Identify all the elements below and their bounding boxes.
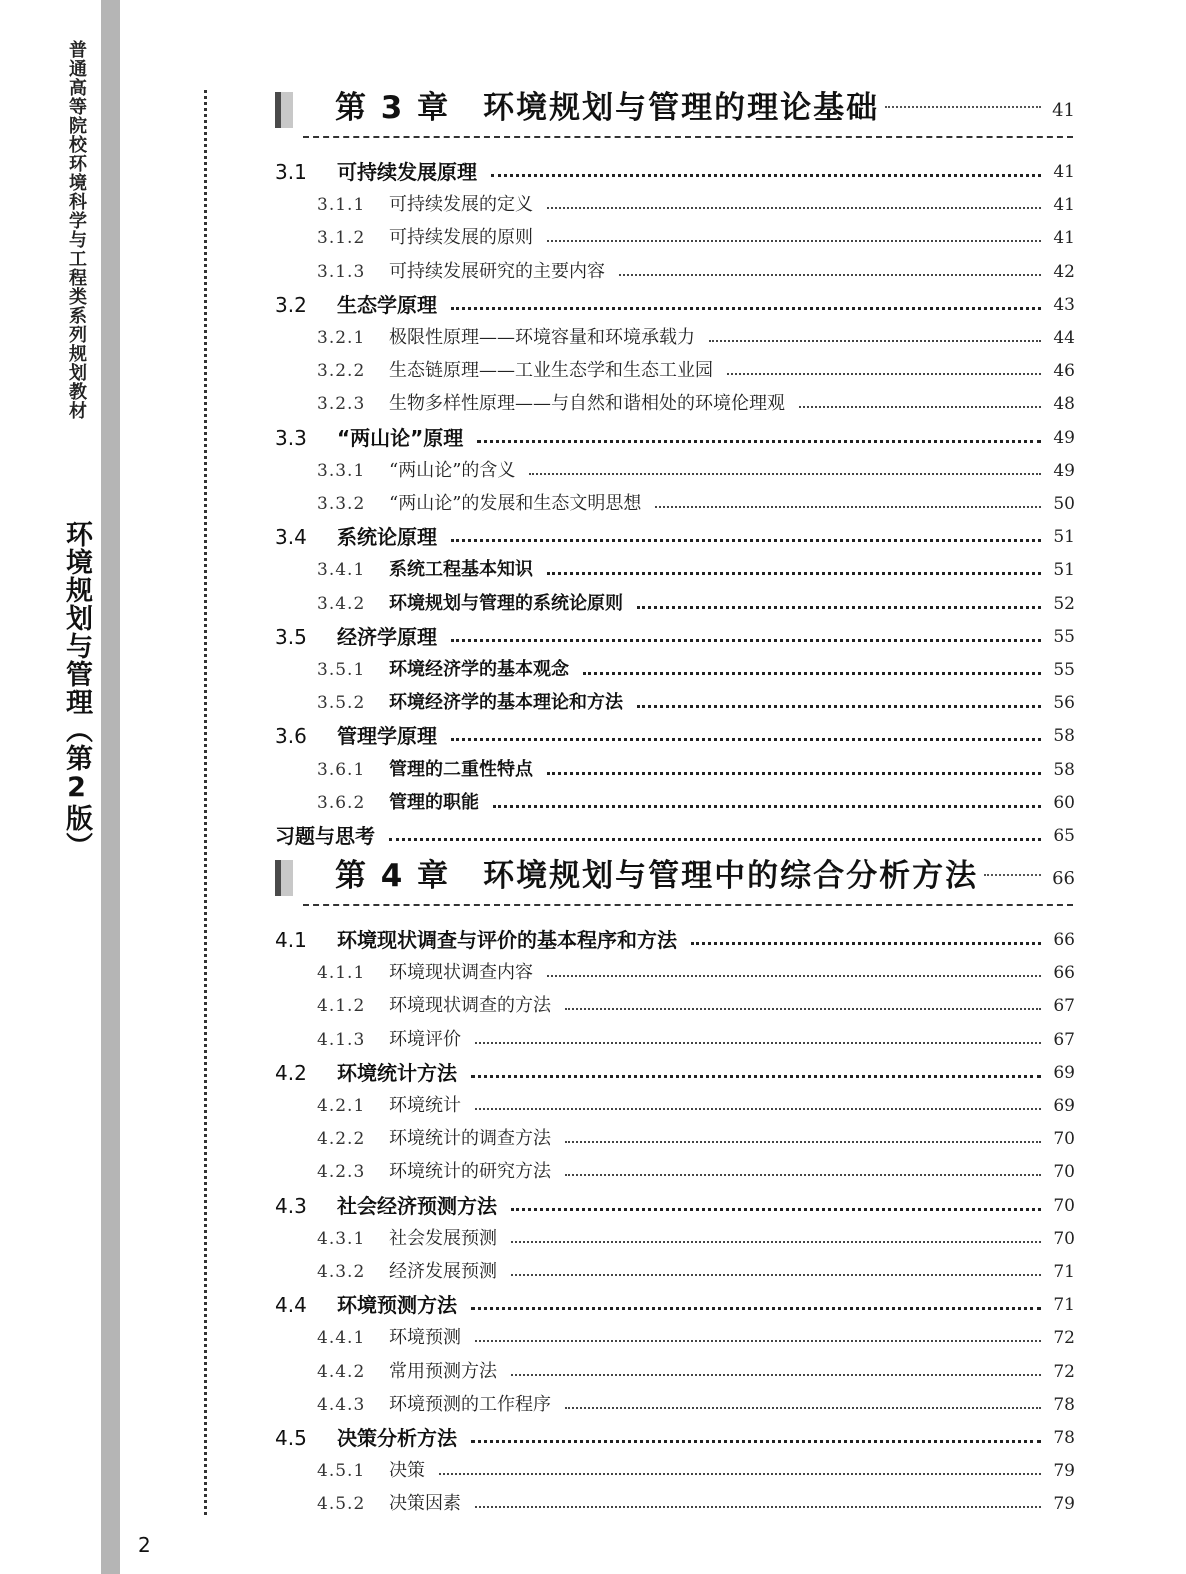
section-number: 3.5.1 (317, 660, 366, 680)
leader-dots (511, 1241, 1041, 1243)
section-number: 4.4 (275, 1293, 307, 1318)
section-number: 3.1.1 (317, 195, 366, 216)
section-page: 52 (1053, 593, 1075, 614)
section-label: 环境规划与管理的系统论原则 (389, 592, 623, 614)
section-label: 环境现状调查的方法 (389, 995, 551, 1017)
toc-subsection[interactable] (275, 455, 1075, 487)
leader-dots (475, 1108, 1041, 1110)
section-number: 3.4 (275, 525, 307, 550)
toc-subsection[interactable] (275, 588, 1075, 620)
leader-dots (637, 705, 1041, 708)
leader-dots (655, 506, 1041, 508)
section-page: 72 (1053, 1361, 1075, 1382)
chapter-title: 第 4 章 环境规划与管理中的综合分析方法 (335, 858, 979, 894)
section-number: 3.1.3 (317, 261, 366, 282)
section-number: 4.2.3 (317, 1162, 366, 1183)
section-page: 56 (1053, 693, 1075, 714)
section-number: 3.2.3 (317, 394, 366, 415)
leader-dots (799, 406, 1041, 408)
section-number: 4.1.2 (317, 996, 366, 1017)
leader-dots (547, 572, 1041, 575)
section-label: 环境现状调查内容 (389, 962, 533, 984)
section-number: 4.5.2 (317, 1494, 366, 1515)
section-page: 43 (1053, 294, 1075, 315)
toc-section[interactable] (275, 422, 1075, 454)
chapter-marker (275, 92, 293, 128)
section-label: 环境统计的研究方法 (389, 1161, 551, 1183)
toc-subsection[interactable] (275, 388, 1075, 420)
section-label: 管理的职能 (389, 791, 479, 813)
section-page: 71 (1053, 1262, 1075, 1282)
section-number: 4.5 (275, 1426, 307, 1450)
section-label: 社会经济预测方法 (337, 1193, 497, 1218)
section-page: 65 (1053, 826, 1075, 846)
leader-dots (529, 473, 1041, 475)
book-title: 环境规划与管理（第2版） (61, 520, 92, 860)
section-number: 3.6 (275, 724, 307, 749)
toc-subsection[interactable] (275, 654, 1075, 686)
leader-dots (491, 174, 1041, 177)
section-page: 55 (1053, 626, 1075, 647)
section-label: “两山论”原理 (337, 425, 464, 450)
section-page: 70 (1053, 1195, 1075, 1216)
toc-section[interactable] (275, 1422, 1075, 1454)
section-number: 3.5.2 (317, 693, 366, 714)
toc-subsection[interactable] (275, 1223, 1075, 1255)
leader-dots (619, 274, 1041, 276)
section-page: 72 (1053, 1328, 1075, 1349)
section-page: 42 (1053, 261, 1075, 282)
toc-subsection[interactable] (275, 222, 1075, 254)
section-label: 可持续发展研究的主要内容 (389, 260, 605, 282)
section-number: 4.1.3 (317, 1029, 366, 1050)
toc-subsection[interactable] (275, 1322, 1075, 1354)
section-label: 管理学原理 (337, 724, 437, 749)
section-label: 习题与思考 (275, 824, 375, 848)
section-page: 66 (1053, 963, 1075, 984)
toc-subsection[interactable] (275, 787, 1075, 819)
leader-dots (475, 1340, 1041, 1342)
toc-subsection[interactable] (275, 189, 1075, 221)
leader-dots (493, 805, 1041, 808)
section-number: 3.4.2 (317, 593, 366, 614)
section-label: “两山论”的含义 (389, 459, 516, 481)
section-number: 3.1.2 (317, 228, 366, 249)
section-number: 4.4.3 (317, 1394, 366, 1415)
section-label: 系统工程基本知识 (389, 559, 533, 581)
toc-subsection[interactable] (275, 1488, 1075, 1520)
section-number: 3.4.1 (317, 560, 366, 581)
section-label: 可持续发展的定义 (389, 194, 533, 216)
section-page: 70 (1053, 1228, 1075, 1249)
section-page: 49 (1053, 460, 1075, 481)
section-page: 58 (1053, 759, 1075, 780)
section-number: 4.1 (275, 928, 307, 952)
gray-margin-bar (101, 0, 120, 1574)
section-number: 4.4.2 (317, 1361, 366, 1382)
leader-dots (477, 440, 1041, 443)
section-number: 4.2 (275, 1060, 307, 1085)
leader-dots (637, 606, 1041, 609)
toc-section[interactable] (275, 720, 1075, 752)
section-number: 4.3.1 (317, 1228, 366, 1249)
leader-dots (984, 874, 1041, 876)
section-page: 41 (1053, 228, 1075, 249)
section-page: 41 (1053, 162, 1075, 182)
leader-dots (583, 672, 1041, 675)
toc-subsection[interactable] (275, 1256, 1075, 1288)
section-label: 环境预测 (389, 1327, 461, 1349)
chapter-rule (303, 136, 1073, 138)
section-label: 环境预测方法 (337, 1293, 457, 1318)
section-label: 经济学原理 (337, 624, 437, 649)
section-number: 4.3.2 (317, 1262, 366, 1282)
section-number: 4.2.1 (317, 1096, 366, 1116)
leader-dots (547, 240, 1041, 242)
leader-dots (547, 975, 1041, 977)
leader-dots (709, 340, 1041, 342)
margin-dotted-line (204, 90, 207, 1515)
leader-dots (451, 307, 1041, 310)
toc-section[interactable] (275, 289, 1075, 321)
leader-dots (475, 1042, 1041, 1044)
section-label: 决策分析方法 (337, 1426, 457, 1450)
leader-dots (475, 1506, 1041, 1508)
section-page: 51 (1053, 527, 1075, 548)
section-label: 环境统计 (389, 1095, 461, 1116)
section-page: 60 (1053, 792, 1075, 813)
section-label: 系统论原理 (337, 525, 437, 550)
toc-section[interactable] (275, 924, 1075, 956)
toc-subsection[interactable] (275, 1455, 1075, 1487)
leader-dots (471, 1440, 1041, 1443)
leader-dots (471, 1075, 1041, 1078)
section-label: 生物多样性原理——与自然和谐相处的环境伦理观 (389, 393, 785, 415)
section-label: 决策因素 (389, 1493, 461, 1515)
toc-section[interactable] (275, 621, 1075, 653)
section-page: 71 (1053, 1295, 1075, 1316)
leader-dots (565, 1008, 1041, 1010)
section-page: 41 (1053, 195, 1075, 216)
section-number: 4.3 (275, 1193, 307, 1218)
section-label: 可持续发展原理 (337, 160, 477, 184)
toc-subsection[interactable] (275, 990, 1075, 1022)
leader-dots (451, 738, 1041, 741)
leader-dots (691, 942, 1041, 945)
section-page: 79 (1053, 1461, 1075, 1482)
toc-subsection[interactable] (275, 957, 1075, 989)
section-label: 社会发展预测 (389, 1227, 497, 1249)
section-label: 生态链原理——工业生态学和生态工业园 (389, 360, 713, 382)
section-page: 48 (1053, 394, 1075, 415)
section-label: 管理的二重性特点 (389, 758, 533, 780)
section-number: 3.6.2 (317, 792, 366, 813)
section-label: 环境统计方法 (337, 1060, 457, 1085)
section-label: 可持续发展的原则 (389, 227, 533, 249)
section-page: 49 (1053, 427, 1075, 448)
section-label: 环境统计的调查方法 (389, 1128, 551, 1150)
toc-section[interactable] (275, 820, 1075, 852)
section-number: 3.2 (275, 292, 307, 317)
section-label: “两山论”的发展和生态文明思想 (389, 493, 642, 514)
section-label: 环境现状调查与评价的基本程序和方法 (337, 928, 677, 952)
section-number: 3.3.1 (317, 460, 366, 481)
toc-section[interactable] (275, 1190, 1075, 1222)
section-number: 3.6.1 (317, 759, 366, 780)
section-number: 4.1.1 (317, 963, 366, 984)
toc-subsection[interactable] (275, 488, 1075, 520)
section-page: 44 (1053, 328, 1075, 348)
section-page: 58 (1053, 726, 1075, 747)
section-page: 78 (1053, 1428, 1075, 1448)
toc-subsection[interactable] (275, 355, 1075, 387)
section-label: 决策 (389, 1460, 425, 1482)
section-page: 78 (1053, 1394, 1075, 1415)
series-name: 普通高等院校环境科学与工程类系列规划教材 (66, 40, 87, 420)
toc-section[interactable] (275, 156, 1075, 188)
section-number: 4.2.2 (317, 1129, 366, 1150)
section-label: 极限性原理——环境容量和环境承载力 (389, 327, 695, 348)
toc-subsection[interactable] (275, 1123, 1075, 1155)
leader-dots (451, 539, 1041, 542)
chapter-page: 66 (1052, 868, 1075, 889)
toc-subsection[interactable] (275, 322, 1075, 354)
chapter-page: 41 (1052, 100, 1075, 121)
toc-subsection[interactable] (275, 754, 1075, 786)
section-number: 3.3 (275, 425, 307, 450)
toc-subsection[interactable] (275, 1156, 1075, 1188)
leader-dots (451, 639, 1041, 642)
section-page: 46 (1053, 361, 1075, 382)
section-page: 66 (1053, 930, 1075, 950)
leader-dots (565, 1174, 1041, 1176)
leader-dots (565, 1141, 1041, 1143)
section-label: 环境经济学的基本理论和方法 (389, 692, 623, 714)
section-page: 69 (1053, 1096, 1075, 1116)
section-page: 70 (1053, 1162, 1075, 1183)
leader-dots (547, 207, 1041, 209)
section-label: 常用预测方法 (389, 1360, 497, 1382)
toc-subsection[interactable] (275, 1090, 1075, 1122)
chapter-heading[interactable] (275, 854, 1075, 910)
leader-dots (511, 1374, 1041, 1376)
section-number: 4.4.1 (317, 1328, 366, 1349)
section-number: 3.2.1 (317, 328, 366, 348)
section-label: 生态学原理 (337, 292, 437, 317)
leader-dots (511, 1208, 1041, 1211)
section-number: 3.3.2 (317, 494, 366, 514)
section-number: 3.1 (275, 160, 307, 184)
chapter-heading[interactable] (275, 86, 1075, 142)
toc-section[interactable] (275, 1289, 1075, 1321)
section-label: 经济发展预测 (389, 1261, 497, 1282)
toc-subsection[interactable] (275, 256, 1075, 288)
toc-subsection[interactable] (275, 1389, 1075, 1421)
leader-dots (547, 772, 1041, 775)
section-page: 70 (1053, 1129, 1075, 1150)
section-page: 67 (1053, 996, 1075, 1017)
chapter-title: 第 3 章 环境规划与管理的理论基础 (335, 90, 880, 126)
section-number: 3.2.2 (317, 361, 366, 382)
toc-section[interactable] (275, 1057, 1075, 1089)
leader-dots (727, 373, 1041, 375)
toc-subsection[interactable] (275, 1024, 1075, 1056)
section-page: 51 (1053, 560, 1075, 581)
leader-dots (511, 1274, 1041, 1276)
toc-subsection[interactable] (275, 687, 1075, 719)
section-label: 环境预测的工作程序 (389, 1393, 551, 1415)
section-page: 55 (1053, 660, 1075, 680)
section-label: 环境经济学的基本观念 (389, 659, 569, 680)
leader-dots (885, 106, 1041, 108)
section-page: 79 (1053, 1494, 1075, 1515)
leader-dots (439, 1473, 1041, 1475)
chapter-rule (303, 904, 1073, 906)
section-page: 67 (1053, 1029, 1075, 1050)
toc-subsection[interactable] (275, 554, 1075, 586)
section-page: 50 (1053, 494, 1075, 514)
leader-dots (471, 1307, 1041, 1310)
leader-dots (565, 1407, 1041, 1409)
section-number: 3.5 (275, 624, 307, 649)
section-number: 4.5.1 (317, 1461, 366, 1482)
chapter-marker (275, 860, 293, 896)
section-label: 环境评价 (389, 1028, 461, 1050)
page-number: 2 (138, 1533, 151, 1557)
section-page: 69 (1053, 1062, 1075, 1083)
toc-subsection[interactable] (275, 1356, 1075, 1388)
leader-dots (389, 838, 1041, 841)
toc-section[interactable] (275, 521, 1075, 553)
